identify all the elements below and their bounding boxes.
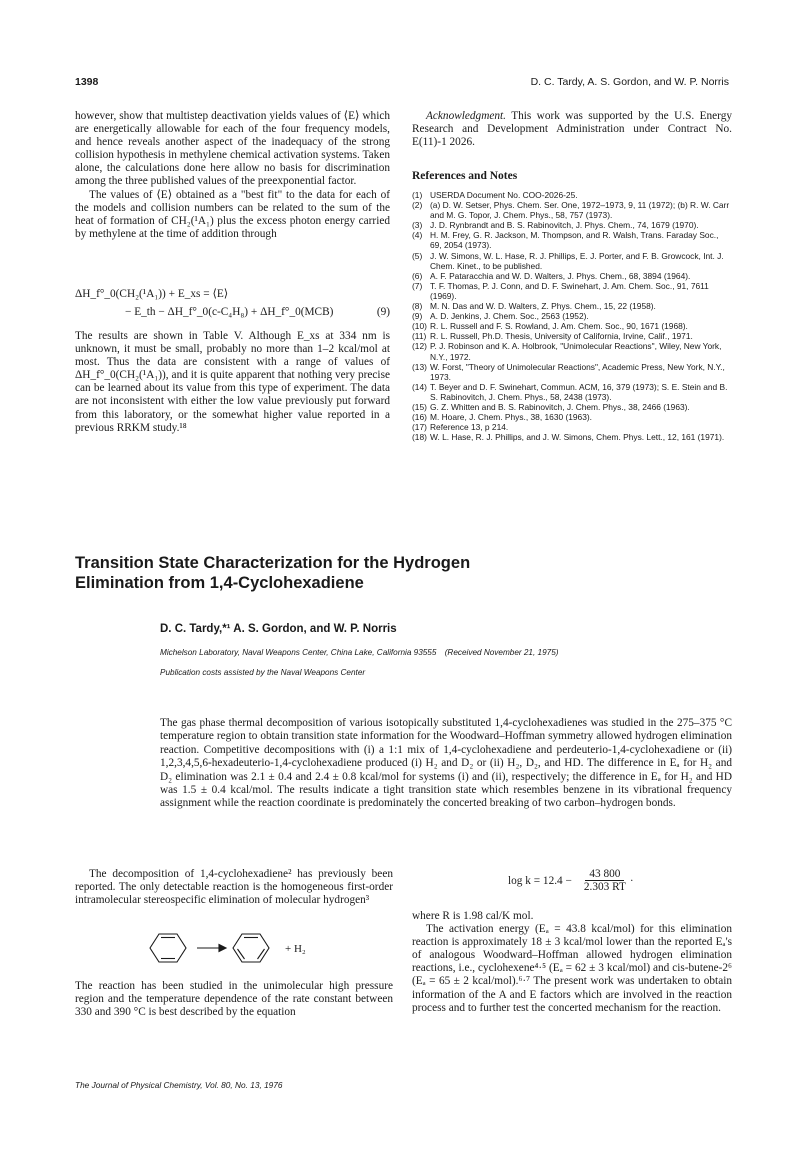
- paragraph: The activation energy (Eₐ = 43.8 kcal/mol) for this elimination reaction is approximately 18 ± 3 kcal/mol lower than the reported Eₐ's of analogous Woodward–Hoffman allowed hydrogen elimination reactions, i.e., cyclohexene⁴·⁵ (Eₐ = 62 ± 3 kcal/mol) and cis-butene-2⁶ (Eₐ = 65 ± 2 kcal/mol).⁶·⁷ The present work was undertaken to obtain information of the A and E factors which are involved in the reaction process and to further test the concerted mechanism for the reaction.: [412, 923, 732, 1014]
- reference-number: (9): [412, 311, 423, 322]
- reference-number: (15): [412, 401, 427, 412]
- reference-item: [412, 281, 732, 301]
- equation-line: [75, 305, 390, 319]
- reference-item: [412, 190, 732, 200]
- publication-costs: Publication costs assisted by the Naval Weapons Center: [160, 668, 366, 677]
- reference-number: (17): [412, 422, 427, 433]
- body-right: [412, 910, 732, 1015]
- rate-eq-fraction: [580, 868, 630, 893]
- reference-text: G. Z. Whitten and B. S. Rabinovitch, J. Chem. Phys., 38, 2466 (1963).: [430, 401, 690, 412]
- reference-item: [412, 432, 732, 442]
- authors: D. C. Tardy,*¹ A. S. Gordon, and W. P. Norris: [160, 623, 397, 635]
- left-column-results: [75, 330, 390, 435]
- left-column-previous-article: [75, 110, 390, 241]
- reference-text: P. J. Robinson and K. A. Holbrook, "Unimolecular Reactions", Wiley, New York, N.Y., 1972.: [430, 341, 722, 362]
- reference-number: (7): [412, 280, 423, 291]
- body-left-rate: [75, 980, 393, 1019]
- reference-item: [412, 331, 732, 341]
- rate-eq-end: ·: [629, 874, 634, 887]
- reference-number: (18): [412, 432, 427, 443]
- affiliation: [160, 648, 760, 657]
- reference-number: (6): [412, 270, 423, 281]
- reference-text: W. L. Hase, R. J. Phillips, and J. W. Simons, Chem. Phys. Lett., 12, 161 (1971).: [430, 432, 725, 443]
- reference-item: [412, 321, 732, 331]
- paragraph: The values of ⟨E⟩ obtained as a "best fit" to the data for each of the models and collision numbers can be related to the sum of the heat of formation of CH₂(¹A₁) plus the excess photon energy carried by methylene at the time of addition through: [75, 188, 390, 240]
- reference-text: W. Forst, "Theory of Unimolecular Reactions", Academic Press, New York, N.Y., 1973.: [430, 361, 725, 382]
- reference-text: J. D. Rynbrandt and B. S. Rabinovitch, J. Phys. Chem., 74, 1679 (1970).: [430, 220, 699, 231]
- reference-text: R. L. Russell, Ph.D. Thesis, University of California, Irvine, Calif., 1971.: [430, 331, 693, 342]
- references-heading: References and Notes: [412, 170, 518, 182]
- rate-equation: [508, 868, 634, 893]
- reference-text: A. F. Pataracchia and W. D. Walters, J. Phys. Chem., 68, 3894 (1964).: [430, 270, 691, 281]
- reference-number: (1): [412, 190, 423, 200]
- affiliation-text: Michelson Laboratory, Naval Weapons Center, China Lake, California 93555: [160, 648, 437, 657]
- rate-eq-lhs: log k = 12.4 −: [508, 874, 572, 887]
- reference-item: [412, 382, 732, 402]
- reference-text: T. Beyer and D. F. Swinehart, Commun. ACM, 16, 379 (1973); S. E. Stein and B. S. Rabinovitch, J. Chem. Phys., 58, 2438 (1973).: [430, 381, 728, 402]
- reference-item: [412, 251, 732, 271]
- equation-9: [75, 287, 390, 319]
- reference-number: (2): [412, 200, 423, 211]
- paragraph: The reaction has been studied in the unimolecular high pressure region and the temperature dependence of the rate constant between 330 and 390 °C is best described by the equation: [75, 980, 393, 1019]
- reference-item: [412, 200, 732, 220]
- rate-eq-numerator: 43 800: [585, 868, 624, 881]
- reference-item: [412, 311, 732, 321]
- acknowledgment-label: Acknowledgment.: [426, 110, 506, 122]
- reference-text: A. D. Jenkins, J. Chem. Soc., 2563 (1952).: [430, 311, 589, 322]
- received-date: (Received November 21, 1975): [444, 648, 559, 657]
- reference-item: [412, 422, 732, 432]
- journal-footer: The Journal of Physical Chemistry, Vol. 80, No. 13, 1976: [75, 1080, 283, 1090]
- reference-item: [412, 341, 732, 361]
- rate-eq-denominator: 2.303 RT: [583, 881, 626, 893]
- reference-text: J. W. Simons, W. L. Hase, R. J. Phillips, E. J. Porter, and F. B. Growcock, Int. J. Chem. Kinet., to be published.: [430, 250, 724, 271]
- reference-item: [412, 362, 732, 382]
- reference-number: (3): [412, 220, 423, 231]
- cyclohexadiene-ring: [150, 934, 186, 962]
- page-number: 1398: [75, 76, 99, 88]
- product-h2: + H₂: [285, 943, 306, 955]
- paragraph: The results are shown in Table V. Although E_xs at 334 nm is unknown, it must be small, probably no more than 1–2 kcal/mol at most. Thus the data are consistent with a range of values of ΔH_f°_0(CH₂(¹A₁)), and it is quite apparent that nothing very precise can be learned about its value from this type of experiment. The data are not inconsistent with either the low value previously put forward from this laboratory, or the somewhat higher value reported in a previous RRKM study.¹⁸: [75, 330, 390, 434]
- reference-text: USERDA Document No. COO-2026-25.: [430, 190, 578, 200]
- reference-text: (a) D. W. Setser, Phys. Chem. Ser. One, 1972–1973, 9, 11 (1972); (b) R. W. Carr and M. G. Topor, J. Chem. Phys., 58, 757 (1973).: [430, 200, 730, 221]
- reference-number: (12): [412, 341, 427, 352]
- reference-text: M. Hoare, J. Chem. Phys., 38, 1630 (1963).: [430, 412, 592, 423]
- reference-text: T. F. Thomas, P. J. Conn, and D. F. Swinehart, J. Am. Chem. Soc., 91, 7611 (1969).: [430, 280, 709, 301]
- references-list: [412, 190, 732, 442]
- paragraph: The decomposition of 1,4-cyclohexadiene² has previously been reported. The only detectable reaction is the homogeneous first-order intramolecular stereospecific elimination of molecular hydrogen³: [75, 868, 393, 907]
- reference-number: (8): [412, 301, 423, 312]
- reference-item: [412, 230, 732, 250]
- paragraph: however, show that multistep deactivation yields values of ⟨E⟩ which are energetically allowable for each of the four frequency models, and hence reveals another aspect of the inadequacy of the strong collision hypothesis in methylene chemical activation systems. Taken alone, the calculations done here allow no basis for discrimination among the three published values of the preexponential factor.: [75, 110, 390, 188]
- reference-text: R. L. Russell and F. S. Rowland, J. Am. Chem. Soc., 90, 1671 (1968).: [430, 321, 688, 332]
- reference-number: (16): [412, 412, 427, 423]
- reference-text: Reference 13, p 214.: [430, 422, 509, 433]
- benzene-ring: [233, 934, 269, 962]
- running-head: D. C. Tardy, A. S. Gordon, and W. P. Norris: [530, 76, 729, 88]
- body-left-intro: [75, 868, 393, 907]
- equation-text: − E_th − ΔH_f°_0(c-C₄H₈) + ΔH_f°_0(MCB): [125, 306, 334, 318]
- reaction-scheme: [145, 928, 345, 968]
- reference-number: (5): [412, 250, 423, 261]
- reference-number: (10): [412, 321, 427, 332]
- reference-item: [412, 402, 732, 412]
- acknowledgment: [412, 110, 732, 149]
- title-line: Elimination from 1,4-Cyclohexadiene: [75, 574, 364, 592]
- reference-item: [412, 271, 732, 281]
- title-line: Transition State Characterization for the Hydrogen: [75, 554, 471, 572]
- reference-text: M. N. Das and W. D. Walters, Z. Phys. Chem., 15, 22 (1958).: [430, 301, 656, 312]
- reference-number: (13): [412, 361, 427, 372]
- reference-number: (14): [412, 381, 427, 392]
- reference-text: H. M. Frey, G. R. Jackson, M. Thompson, and R. Walsh, Trans. Faraday Soc., 69, 2054 (1973).: [430, 230, 719, 251]
- acknowledgment-text: This work was supported by the U.S. Energy Research and Development Administration under Contract No. E(11)-1 2026.: [412, 110, 732, 149]
- reference-item: [412, 220, 732, 230]
- reference-number: (4): [412, 230, 423, 241]
- abstract: The gas phase thermal decomposition of various isotopically substituted 1,4-cyclohexadienes was studied in the 275–375 °C temperature region to obtain transition state information for the Woodward–Hoffman symmetry allowed hydrogen elimination reaction. Competitive decompositions with (i) a 1:1 mix of 1,4-cyclohexadiene and perdeuterio-1,4-cyclohexadiene or (ii) 1,2,3,4,5,6-hexadeuterio-1,4-cyclohexadiene produced (i) H₂ and D₂ or (ii) H₂, D₂, and HD. The difference in Eₐ for H₂ and D₂ elimination was 2.1 ± 0.4 and 2.4 ± 0.8 kcal/mol for systems (i) and (ii), respectively; the difference in Eₐ for H₂ and HD was 1.5 ± 0.4 kcal/mol. The results indicate a tight transition state which resembles benzene in its vibrational frequency assignment while the reaction coordinate is predominately the concerted breaking of two carbon–hydrogen bonds.: [160, 717, 732, 810]
- article-title: [75, 553, 735, 593]
- equation-line: ΔH_f°_0(CH₂(¹A₁)) + E_xs = ⟨E⟩: [75, 288, 229, 300]
- cyclohexadiene-to-benzene-scheme: [145, 928, 345, 968]
- reference-item: [412, 412, 732, 422]
- equation-number: (9): [376, 306, 390, 318]
- paragraph: where R is 1.98 cal/K mol.: [412, 910, 534, 922]
- arrow-head: [219, 945, 226, 952]
- reference-number: (11): [412, 331, 427, 342]
- reference-item: [412, 301, 732, 311]
